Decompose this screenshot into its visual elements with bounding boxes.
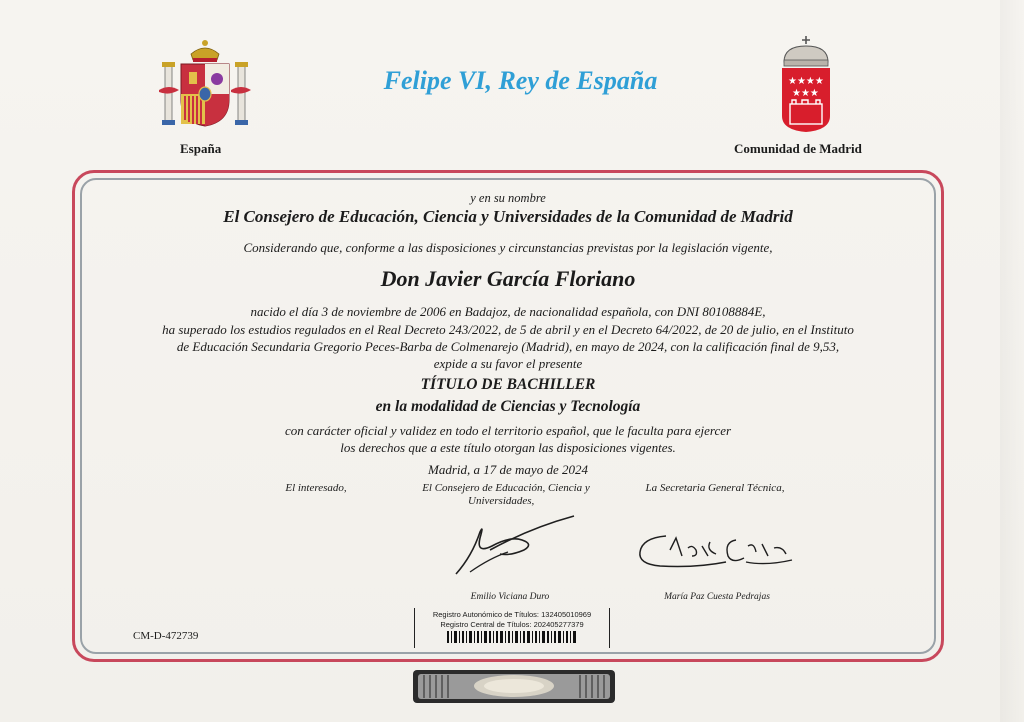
registry-central: Registro Central de Títulos: 202405277379	[440, 620, 584, 629]
registry-autonomic: Registro Autonómico de Títulos: 132405010969	[432, 610, 592, 619]
degree-title: TÍTULO DE BACHILLER	[420, 376, 596, 393]
svg-text:★★★: ★★★	[792, 88, 819, 99]
degree-modality: en la modalidad de Ciencias y Tecnología	[375, 398, 641, 415]
barcode-icon	[447, 631, 577, 643]
councillor-signature-label-1: El Consejero de Educación, Ciencia y	[422, 482, 590, 494]
considering-line: Considerando que, conforme a las disposiciones y circunstancias previstas por la legislación vigente,	[243, 240, 773, 255]
councillor-name: Emilio Viciana Duro	[470, 592, 550, 602]
secretary-signature-icon	[636, 528, 796, 576]
place-date-line: Madrid, a 17 de mayo de 2024	[428, 462, 588, 477]
holder-signature-label: El interesado,	[285, 482, 347, 494]
validity-line-1: con carácter oficial y validez en todo el territorio español, que le faculta para ejercer	[284, 423, 732, 438]
councillor-signature-icon	[450, 510, 580, 580]
document-code: CM-D-472739	[133, 630, 199, 642]
studies-line-1: ha superado los estudios regulados en el Real Decreto 243/2022, de 5 de abril y en el Decreto 64/2022, de 20 de julio, en el Instituto	[162, 322, 854, 337]
spain-seal-label: España	[180, 141, 222, 156]
svg-text:★★★★: ★★★★	[788, 76, 824, 87]
secretary-name: María Paz Cuesta Pedrajas	[664, 592, 770, 602]
security-ornament-icon	[412, 669, 616, 704]
paper-fold-shadow	[1000, 0, 1024, 722]
madrid-seal-label: Comunidad de Madrid	[734, 141, 862, 156]
studies-line-2: de Educación Secundaria Gregorio Peces-Barba de Colmenarejo (Madrid), en mayo de 2024, con la calificación final de 9,53,	[176, 339, 840, 354]
recipient-name: Don Javier García Floriano	[380, 266, 636, 291]
issues-line: expide a su favor el presente	[433, 356, 583, 371]
councillor-signature-label-2: Universidades,	[468, 495, 535, 507]
header-title: Felipe VI, Rey de España	[383, 66, 658, 95]
secretary-signature-label: La Secretaria General Técnica,	[645, 482, 785, 494]
validity-line-2: los derechos que a este título otorgan las disposiciones vigentes.	[340, 440, 676, 455]
issuer-line: El Consejero de Educación, Ciencia y Universidades de la Comunidad de Madrid	[223, 207, 793, 226]
birth-line: nacido el día 3 de noviembre de 2006 en Badajoz, de nacionalidad española, con DNI 80108884E,	[250, 304, 766, 319]
in-his-name-line: y en su nombre	[470, 191, 546, 205]
